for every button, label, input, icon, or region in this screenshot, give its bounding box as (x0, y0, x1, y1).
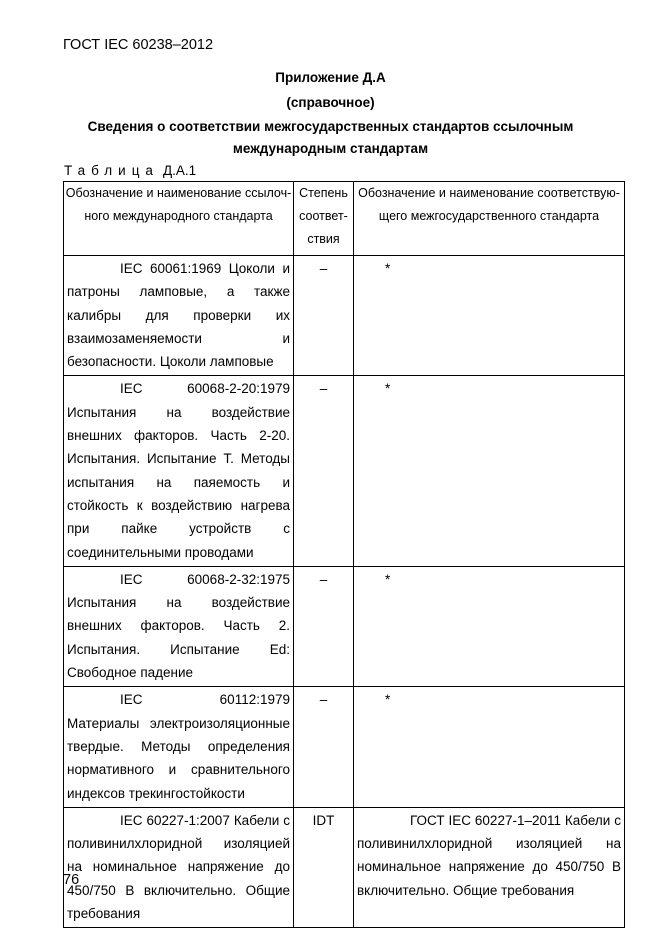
gost-text: * (385, 692, 391, 708)
table-header-row (64, 182, 625, 256)
gost-cell (354, 256, 625, 376)
table-row (64, 687, 625, 807)
appendix-title: Приложение Д.А (275, 70, 386, 85)
degree-cell: – (294, 566, 354, 686)
degree-cell: – (294, 256, 354, 376)
ref-standard-cell (64, 376, 294, 566)
table-row (64, 566, 625, 686)
page-number: 76 (63, 872, 80, 888)
gost-text: * (385, 261, 391, 276)
gost-cell (354, 566, 625, 686)
gost-text: ГОСТ IEC 60227-1–2011 Кабели с поливинилхлоридной изоляцией на номинальное напряжение до 450/750 В включительно. Общие требования (357, 812, 621, 898)
ref-standard-text: IEC 60112:1979 Материалы электроизоляционные твердые. Методы определения нормативного и сравнительного индексов трекингостойкости (67, 692, 290, 801)
gost-cell (354, 807, 625, 927)
gost-cell (354, 376, 625, 566)
header-degree: Степень соответ-ствия (294, 182, 354, 256)
ref-standard-text: IEC 60061:1969 Цоколи и патроны ламповые, а также калибры для проверки их взаимозаменяемости и безопасности. Цоколи ламповые (67, 261, 290, 370)
degree-cell: IDT (294, 807, 354, 927)
correspondence-table (63, 181, 625, 928)
table-row (64, 807, 625, 927)
gost-cell (354, 687, 625, 807)
degree-cell: – (294, 687, 354, 807)
appendix-heading-line2: международным стандартам (232, 141, 429, 156)
gost-text: * (385, 571, 391, 587)
header-ref-standard: Обозначение и наименование ссылоч-ного международного стандарта (64, 182, 294, 256)
ref-standard-cell (64, 566, 294, 686)
table-row (64, 376, 625, 566)
ref-standard-cell (64, 256, 294, 376)
appendix-heading-line1: Сведения о соответствии межгосударственных стандартов ссылочным (87, 119, 574, 134)
ref-standard-cell (64, 687, 294, 807)
document-header: ГОСТ IEC 60238–2012 (63, 37, 214, 53)
header-gost-standard: Обозначение и наименование соответствую-щего межгосударственного стандарта (354, 182, 625, 256)
ref-standard-text: IEC 60068-2-32:1975 Испытания на воздействие внешних факторов. Часть 2. Испытания. Испытание Ed: Свободное падение (67, 571, 290, 681)
gost-text: * (385, 381, 391, 397)
ref-standard-cell (64, 807, 294, 927)
ref-standard-text: IEC 60068-2-20:1979 Испытания на воздействие внешних факторов. Часть 2-20. Испытания. Испытание Т. Методы испытания на паяемость и стойкость к воздействию нагрева при пайке устройств с соединительными проводами (67, 381, 290, 560)
ref-standard-text: IEC 60227-1:2007 Кабели с поливинилхлоридной изоляцией на номинальное напряжение до 450/750 В включительно. Общие требования (67, 812, 290, 922)
degree-cell: – (294, 376, 354, 566)
table-caption (64, 163, 196, 178)
table-label: Таблица (64, 163, 159, 178)
appendix-note: (справочное) (286, 95, 375, 110)
table-row (64, 256, 625, 376)
table-number: Д.А.1 (162, 163, 197, 178)
